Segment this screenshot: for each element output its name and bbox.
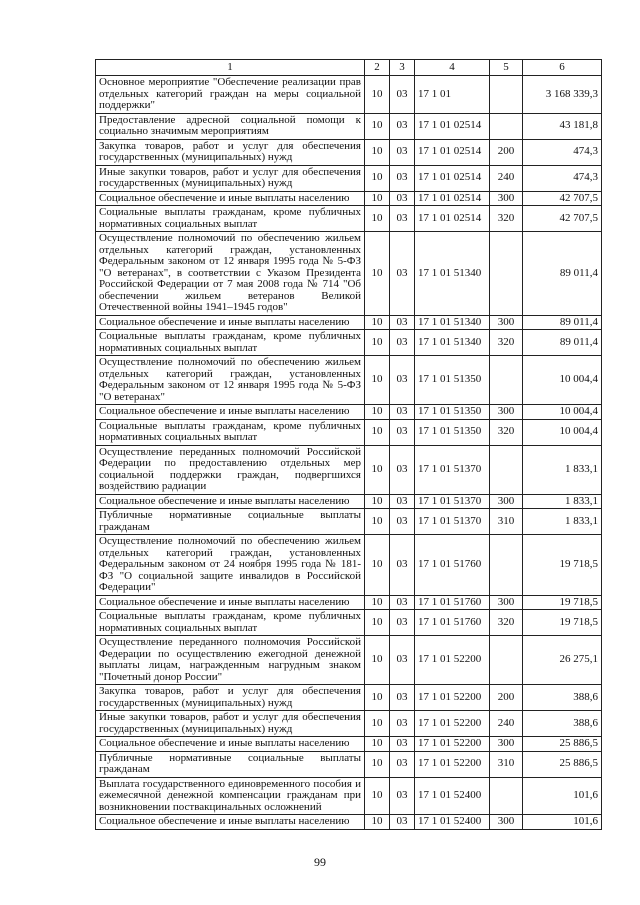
row-subsection-cell: 03 <box>390 815 415 830</box>
row-expense-type-cell <box>490 232 523 316</box>
row-target-code-cell: 17 1 01 52400 <box>415 777 490 815</box>
row-amount-cell: 388,6 <box>523 685 602 711</box>
row-amount-cell: 89 011,4 <box>523 330 602 356</box>
budget-table <box>95 59 602 830</box>
row-amount-cell: 19 718,5 <box>523 535 602 596</box>
page-number: 99 <box>314 855 326 869</box>
row-name-cell: Социальное обеспечение и иные выплаты населению <box>96 405 365 420</box>
row-expense-type-cell <box>490 636 523 685</box>
row-name-cell: Основное мероприятие "Обеспечение реализации прав отдельных категорий граждан на меры социальной поддержки" <box>96 76 365 114</box>
row-subsection-cell: 03 <box>390 191 415 206</box>
row-target-code-cell: 17 1 01 51340 <box>415 330 490 356</box>
row-expense-type-cell: 200 <box>490 685 523 711</box>
table-row <box>96 356 602 405</box>
row-expense-type-cell: 300 <box>490 595 523 610</box>
row-expense-type-cell: 320 <box>490 206 523 232</box>
row-section-cell: 10 <box>365 685 390 711</box>
row-name-cell: Предоставление адресной социальной помощи к социально значимым мероприятиям <box>96 113 365 139</box>
table-row <box>96 191 602 206</box>
row-expense-type-cell <box>490 76 523 114</box>
row-amount-cell: 43 181,8 <box>523 113 602 139</box>
row-name-cell: Иные закупки товаров, работ и услуг для обеспечения государственных (муниципальных) нужд <box>96 711 365 737</box>
row-name-cell: Социальное обеспечение и иные выплаты населению <box>96 191 365 206</box>
row-target-code-cell: 17 1 01 51370 <box>415 509 490 535</box>
table-row <box>96 610 602 636</box>
row-name-cell: Публичные нормативные социальные выплаты гражданам <box>96 751 365 777</box>
row-target-code-cell: 17 1 01 51340 <box>415 315 490 330</box>
table-row <box>96 113 602 139</box>
row-section-cell: 10 <box>365 595 390 610</box>
row-amount-cell: 89 011,4 <box>523 315 602 330</box>
row-subsection-cell: 03 <box>390 685 415 711</box>
row-subsection-cell: 03 <box>390 113 415 139</box>
row-expense-type-cell: 240 <box>490 711 523 737</box>
row-expense-type-cell: 320 <box>490 610 523 636</box>
row-section-cell: 10 <box>365 509 390 535</box>
row-expense-type-cell <box>490 777 523 815</box>
row-section-cell: 10 <box>365 315 390 330</box>
row-subsection-cell: 03 <box>390 405 415 420</box>
row-section-cell: 10 <box>365 445 390 494</box>
table-row <box>96 595 602 610</box>
row-section-cell: 10 <box>365 356 390 405</box>
row-name-cell: Социальное обеспечение и иные выплаты населению <box>96 494 365 509</box>
row-target-code-cell: 17 1 01 51340 <box>415 232 490 316</box>
table-row <box>96 330 602 356</box>
row-subsection-cell: 03 <box>390 509 415 535</box>
row-subsection-cell: 03 <box>390 737 415 752</box>
header-col-6: 6 <box>523 60 602 76</box>
row-amount-cell: 1 833,1 <box>523 494 602 509</box>
row-section-cell: 10 <box>365 232 390 316</box>
row-expense-type-cell <box>490 445 523 494</box>
row-section-cell: 10 <box>365 419 390 445</box>
row-amount-cell: 26 275,1 <box>523 636 602 685</box>
row-amount-cell: 101,6 <box>523 777 602 815</box>
table-row <box>96 494 602 509</box>
table-row <box>96 315 602 330</box>
table-row <box>96 445 602 494</box>
row-subsection-cell: 03 <box>390 232 415 316</box>
row-section-cell: 10 <box>365 206 390 232</box>
row-name-cell: Социальное обеспечение и иные выплаты населению <box>96 595 365 610</box>
row-section-cell: 10 <box>365 191 390 206</box>
header-col-3: 3 <box>390 60 415 76</box>
row-subsection-cell: 03 <box>390 636 415 685</box>
row-subsection-cell: 03 <box>390 610 415 636</box>
header-col-4: 4 <box>415 60 490 76</box>
row-target-code-cell: 17 1 01 51350 <box>415 405 490 420</box>
row-name-cell: Выплата государственного единовременного пособия и ежемесячной денежной компенсации гражданам при возникновении поствакцинальных осложнений <box>96 777 365 815</box>
row-section-cell: 10 <box>365 494 390 509</box>
row-subsection-cell: 03 <box>390 76 415 114</box>
row-expense-type-cell: 300 <box>490 815 523 830</box>
row-subsection-cell: 03 <box>390 356 415 405</box>
row-target-code-cell: 17 1 01 <box>415 76 490 114</box>
table-row <box>96 685 602 711</box>
row-amount-cell: 1 833,1 <box>523 445 602 494</box>
row-subsection-cell: 03 <box>390 777 415 815</box>
row-amount-cell: 10 004,4 <box>523 356 602 405</box>
row-section-cell: 10 <box>365 777 390 815</box>
row-subsection-cell: 03 <box>390 751 415 777</box>
table-row <box>96 165 602 191</box>
row-name-cell: Иные закупки товаров, работ и услуг для обеспечения государственных (муниципальных) нужд <box>96 165 365 191</box>
row-name-cell: Социальные выплаты гражданам, кроме публичных нормативных социальных выплат <box>96 610 365 636</box>
row-target-code-cell: 17 1 01 52400 <box>415 815 490 830</box>
table-row <box>96 206 602 232</box>
row-expense-type-cell: 240 <box>490 165 523 191</box>
table-row <box>96 419 602 445</box>
row-expense-type-cell: 310 <box>490 751 523 777</box>
row-amount-cell: 388,6 <box>523 711 602 737</box>
row-amount-cell: 474,3 <box>523 165 602 191</box>
row-name-cell: Социальные выплаты гражданам, кроме публичных нормативных социальных выплат <box>96 206 365 232</box>
row-section-cell: 10 <box>365 76 390 114</box>
row-name-cell: Осуществление полномочий по обеспечению жильем отдельных категорий граждан, установленных Федеральным законом от 12 января 1995 года № 5-ФЗ "О ветеранах", в соответствии с Указом Президента Российской Федерации от 7 мая 2008 года № 714 "Об обеспечении жильем ветеранов Великой Отечественной войны 1941–1945 годов" <box>96 232 365 316</box>
row-section-cell: 10 <box>365 405 390 420</box>
row-name-cell: Осуществление переданного полномочия Российской Федерации по осуществлению ежегодной денежной выплаты лицам, награжденным нагрудным знаком "Почетный донор России" <box>96 636 365 685</box>
header-col-5: 5 <box>490 60 523 76</box>
row-target-code-cell: 17 1 01 52200 <box>415 685 490 711</box>
row-expense-type-cell: 300 <box>490 405 523 420</box>
row-target-code-cell: 17 1 01 02514 <box>415 206 490 232</box>
row-subsection-cell: 03 <box>390 419 415 445</box>
row-subsection-cell: 03 <box>390 494 415 509</box>
row-name-cell: Осуществление полномочий по обеспечению жильем отдельных категорий граждан, установленных Федеральным законом от 12 января 1995 года № 5-ФЗ "О ветеранах" <box>96 356 365 405</box>
row-section-cell: 10 <box>365 535 390 596</box>
row-amount-cell: 101,6 <box>523 815 602 830</box>
table-row <box>96 711 602 737</box>
row-target-code-cell: 17 1 01 51370 <box>415 445 490 494</box>
row-name-cell: Социальные выплаты гражданам, кроме публичных нормативных социальных выплат <box>96 330 365 356</box>
row-target-code-cell: 17 1 01 51350 <box>415 419 490 445</box>
row-amount-cell: 25 886,5 <box>523 737 602 752</box>
row-section-cell: 10 <box>365 113 390 139</box>
row-expense-type-cell: 320 <box>490 330 523 356</box>
row-expense-type-cell: 300 <box>490 315 523 330</box>
table-body <box>96 60 602 830</box>
row-target-code-cell: 17 1 01 02514 <box>415 113 490 139</box>
row-target-code-cell: 17 1 01 51370 <box>415 494 490 509</box>
table-row <box>96 636 602 685</box>
table-row <box>96 232 602 316</box>
table-row <box>96 751 602 777</box>
table-row <box>96 405 602 420</box>
row-name-cell: Осуществление переданных полномочий Российской Федерации по предоставлению отдельных мер социальной поддержки граждан, подвергшихся воздействию радиации <box>96 445 365 494</box>
header-col-1: 1 <box>96 60 365 76</box>
row-name-cell: Социальное обеспечение и иные выплаты населению <box>96 815 365 830</box>
row-target-code-cell: 17 1 01 51350 <box>415 356 490 405</box>
row-amount-cell: 10 004,4 <box>523 405 602 420</box>
row-name-cell: Закупка товаров, работ и услуг для обеспечения государственных (муниципальных) нужд <box>96 139 365 165</box>
row-target-code-cell: 17 1 01 52200 <box>415 711 490 737</box>
row-subsection-cell: 03 <box>390 445 415 494</box>
row-name-cell: Закупка товаров, работ и услуг для обеспечения государственных (муниципальных) нужд <box>96 685 365 711</box>
row-name-cell: Социальное обеспечение и иные выплаты населению <box>96 315 365 330</box>
row-section-cell: 10 <box>365 737 390 752</box>
row-section-cell: 10 <box>365 139 390 165</box>
row-name-cell: Социальные выплаты гражданам, кроме публичных нормативных социальных выплат <box>96 419 365 445</box>
row-amount-cell: 1 833,1 <box>523 509 602 535</box>
row-expense-type-cell: 300 <box>490 494 523 509</box>
row-name-cell: Социальное обеспечение и иные выплаты населению <box>96 737 365 752</box>
row-expense-type-cell: 320 <box>490 419 523 445</box>
row-target-code-cell: 17 1 01 52200 <box>415 636 490 685</box>
row-expense-type-cell: 310 <box>490 509 523 535</box>
row-subsection-cell: 03 <box>390 535 415 596</box>
row-section-cell: 10 <box>365 330 390 356</box>
table-header-row <box>96 60 602 76</box>
table-row <box>96 535 602 596</box>
table-row <box>96 139 602 165</box>
row-amount-cell: 89 011,4 <box>523 232 602 316</box>
row-subsection-cell: 03 <box>390 206 415 232</box>
row-expense-type-cell <box>490 535 523 596</box>
row-subsection-cell: 03 <box>390 139 415 165</box>
row-target-code-cell: 17 1 01 02514 <box>415 139 490 165</box>
row-subsection-cell: 03 <box>390 315 415 330</box>
row-amount-cell: 19 718,5 <box>523 595 602 610</box>
row-section-cell: 10 <box>365 636 390 685</box>
row-expense-type-cell: 300 <box>490 737 523 752</box>
row-target-code-cell: 17 1 01 51760 <box>415 535 490 596</box>
row-section-cell: 10 <box>365 751 390 777</box>
row-subsection-cell: 03 <box>390 595 415 610</box>
table-row <box>96 815 602 830</box>
row-amount-cell: 42 707,5 <box>523 191 602 206</box>
row-section-cell: 10 <box>365 610 390 636</box>
table-row <box>96 737 602 752</box>
table-row <box>96 76 602 114</box>
table-row <box>96 777 602 815</box>
row-subsection-cell: 03 <box>390 711 415 737</box>
header-col-2: 2 <box>365 60 390 76</box>
row-section-cell: 10 <box>365 165 390 191</box>
row-amount-cell: 474,3 <box>523 139 602 165</box>
row-expense-type-cell: 300 <box>490 191 523 206</box>
row-subsection-cell: 03 <box>390 165 415 191</box>
row-amount-cell: 25 886,5 <box>523 751 602 777</box>
row-target-code-cell: 17 1 01 52200 <box>415 751 490 777</box>
row-name-cell: Осуществление полномочий по обеспечению жильем отдельных категорий граждан, установленных Федеральным законом от 24 ноября 1995 года № 181-ФЗ "О социальной защите инвалидов в Российской Федерации" <box>96 535 365 596</box>
row-target-code-cell: 17 1 01 02514 <box>415 191 490 206</box>
row-section-cell: 10 <box>365 815 390 830</box>
row-amount-cell: 10 004,4 <box>523 419 602 445</box>
table-row <box>96 509 602 535</box>
row-target-code-cell: 17 1 01 52200 <box>415 737 490 752</box>
row-amount-cell: 19 718,5 <box>523 610 602 636</box>
row-section-cell: 10 <box>365 711 390 737</box>
row-subsection-cell: 03 <box>390 330 415 356</box>
row-amount-cell: 3 168 339,3 <box>523 76 602 114</box>
row-name-cell: Публичные нормативные социальные выплаты гражданам <box>96 509 365 535</box>
row-expense-type-cell <box>490 356 523 405</box>
row-target-code-cell: 17 1 01 51760 <box>415 610 490 636</box>
row-target-code-cell: 17 1 01 02514 <box>415 165 490 191</box>
row-target-code-cell: 17 1 01 51760 <box>415 595 490 610</box>
row-amount-cell: 42 707,5 <box>523 206 602 232</box>
row-expense-type-cell <box>490 113 523 139</box>
row-expense-type-cell: 200 <box>490 139 523 165</box>
